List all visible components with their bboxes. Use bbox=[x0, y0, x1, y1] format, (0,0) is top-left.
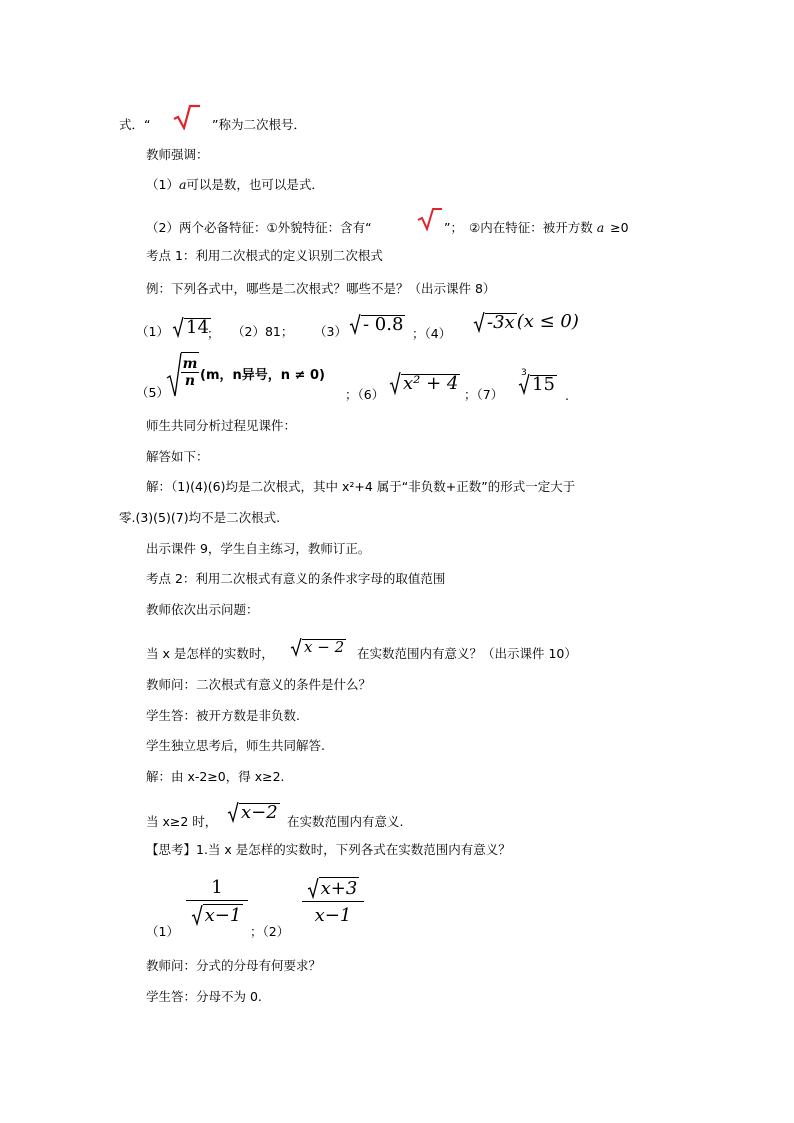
item-label-7: ；（7） bbox=[464, 387, 504, 402]
text-line-5: 考点 1：利用二次根式的定义识别二次根式 bbox=[146, 248, 383, 263]
text-line-25: 学生答：分母不为 0. bbox=[146, 989, 262, 1004]
radicand: 14 bbox=[186, 316, 209, 338]
radical-x-minus-2-b bbox=[227, 801, 280, 823]
text-line-9: 师生共同分析过程见课件： bbox=[146, 418, 297, 433]
radical-expression-3 bbox=[349, 313, 405, 335]
text-line-15: 教师依次出示问题： bbox=[146, 602, 259, 617]
text-line-4a: （2）两个必备特征：①外貌特征：含有“ bbox=[146, 220, 372, 235]
text-line-1b bbox=[212, 119, 306, 132]
radical-overline bbox=[181, 352, 199, 353]
fraction-1-over-sqrt bbox=[186, 877, 248, 926]
radical-sign-icon bbox=[307, 877, 319, 899]
radical-expression-4 bbox=[473, 311, 579, 333]
text-line-19: 学生独立思考后，师生共同解答. bbox=[146, 738, 325, 753]
radicand: - 0.8 bbox=[363, 313, 404, 335]
text: 式．“ bbox=[119, 117, 151, 132]
variable-a: a bbox=[596, 220, 605, 235]
radicand: x−2 bbox=[241, 801, 278, 823]
radicand: x−1 bbox=[204, 905, 242, 926]
denominator: n bbox=[181, 372, 199, 389]
radical-sign-icon bbox=[172, 316, 184, 338]
text-line-11: 解：（1)(4)(6)均是二次根式，其中 x²+4 属于“非负数+正数”的形式一定大于 bbox=[146, 479, 576, 494]
text-line-10: 解答如下： bbox=[146, 449, 209, 464]
radical-x-minus-2 bbox=[290, 637, 346, 657]
condition-text: (m，n异号，n ≠ 0) bbox=[200, 368, 325, 383]
radical-symbol-icon bbox=[172, 104, 202, 130]
text-line-12: 零.(3)(5)(7)均不是二次根式. bbox=[119, 510, 281, 525]
radical-symbol-icon bbox=[416, 207, 444, 231]
radical-sign-icon bbox=[349, 313, 361, 335]
radical-expression-6 bbox=[389, 371, 460, 395]
text: ②内在特征：被开方数 bbox=[468, 220, 593, 235]
text-line-6: 例：下列各式中，哪些是二次根式？哪些不是？（出示课件 8） bbox=[146, 281, 496, 296]
radicand: x − 2 bbox=[304, 638, 345, 656]
variable-a: a bbox=[178, 177, 187, 192]
text-line-14: 考点 2：利用二次根式有意义的条件求字母的取值范围 bbox=[146, 571, 446, 586]
radicand: x² + 4 bbox=[403, 372, 459, 394]
text-line-21a: 当 x≥2 时， bbox=[146, 814, 218, 829]
text-line-4b bbox=[444, 222, 629, 235]
item-label-2: ；（2） bbox=[250, 924, 290, 939]
radical-sign-icon bbox=[518, 373, 530, 395]
text-line-13: 出示课件 9，学生自主练习，教师订正。 bbox=[146, 541, 371, 556]
radical-sign-icon bbox=[473, 311, 485, 333]
text-line-1 bbox=[119, 119, 150, 132]
radical-sign-icon bbox=[191, 904, 203, 926]
text-line-21b: 在实数范围内有意义. bbox=[287, 814, 404, 829]
radical-sign-icon bbox=[166, 352, 182, 398]
item-label-2: （2）81； bbox=[232, 324, 294, 339]
text-line-18: 学生答：被开方数是非负数. bbox=[146, 708, 300, 723]
radical-expression-7 bbox=[518, 373, 557, 395]
text-line-22: 【思考】1.当 x 是怎样的实数时，下列各式在实数范围内有意义？ bbox=[146, 842, 511, 857]
period: . bbox=[565, 388, 569, 403]
text-line-17: 教师问：二次根式有意义的条件是什么？ bbox=[146, 677, 372, 692]
item-label-1: （1） bbox=[136, 324, 169, 339]
radical-index: 3 bbox=[521, 368, 527, 378]
item-label-3: （3） bbox=[314, 324, 347, 339]
text: ≥0 bbox=[610, 220, 629, 235]
item-label-6: ；（6） bbox=[345, 387, 385, 402]
radical-expression-1 bbox=[172, 316, 211, 338]
numerator: m bbox=[182, 356, 198, 372]
text-line-2: 教师强调： bbox=[146, 147, 209, 162]
denominator bbox=[186, 900, 248, 926]
text-line-16a: 当 x 是怎样的实数时， bbox=[146, 646, 274, 661]
fraction-m-over-n bbox=[181, 356, 199, 389]
numerator: 1 bbox=[211, 877, 223, 898]
text: ”； bbox=[444, 220, 463, 235]
radical-sign-icon bbox=[389, 371, 401, 395]
radical-sign-icon bbox=[290, 637, 302, 657]
radicand: 15 bbox=[532, 373, 555, 395]
text: （1） bbox=[146, 177, 179, 192]
radicand: -3x bbox=[487, 311, 515, 333]
numerator bbox=[302, 877, 364, 901]
text: ”称为二次根号． bbox=[212, 117, 306, 132]
radical-sign-icon bbox=[227, 801, 239, 823]
text-line-16b: 在实数范围内有意义？（出示课件 10） bbox=[357, 646, 577, 661]
item-label-5: （5） bbox=[136, 385, 169, 400]
item-label-4: ；（4） bbox=[412, 326, 452, 341]
text: 可以是数，也可以是式． bbox=[186, 177, 324, 192]
text-line-20: 解：由 x-2≥0，得 x≥2. bbox=[146, 769, 285, 784]
text-line-3 bbox=[146, 179, 324, 192]
fraction-sqrt-over-x bbox=[302, 877, 364, 926]
text-line-24: 教师问：分式的分母有何要求？ bbox=[146, 958, 322, 973]
denominator: x−1 bbox=[302, 901, 364, 926]
radicand: x+3 bbox=[320, 878, 358, 899]
separator: ； bbox=[207, 326, 220, 341]
item-label-1: （1） bbox=[146, 924, 179, 939]
condition: (x ≤ 0) bbox=[516, 311, 579, 332]
